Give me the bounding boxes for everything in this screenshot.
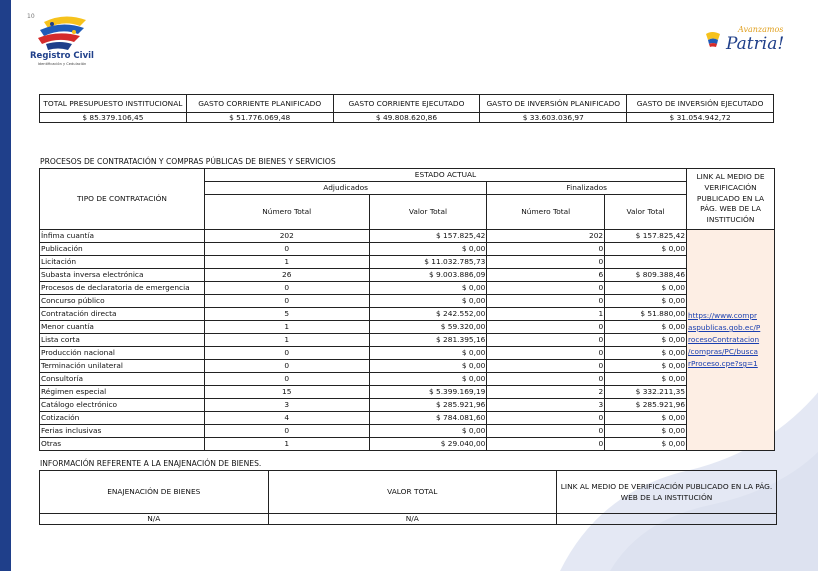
state-header: ESTADO ACTUAL: [204, 169, 686, 182]
contract-type-cell: Subasta inversa electrónica: [40, 269, 205, 282]
enajenacion-table: [39, 470, 777, 525]
table-row: [40, 321, 775, 334]
contract-type-cell: Ínfima cuantía: [40, 230, 205, 243]
enajenacion-value: N/A: [40, 514, 269, 525]
table-row: [40, 347, 775, 360]
fin-number-cell: 0: [487, 425, 605, 438]
fin-number-cell: 0: [487, 373, 605, 386]
budget-summary-table: [39, 94, 774, 123]
adj-value-cell: $ 59.320,00: [369, 321, 487, 334]
budget-value: $ 51.776.069,48: [186, 113, 333, 123]
fin-value-cell: $ 0,00: [605, 425, 687, 438]
enajenacion-header-row: [40, 471, 777, 514]
fin-value-cell: $ 0,00: [605, 360, 687, 373]
budget-value: $ 85.379.106,45: [40, 113, 187, 123]
enajenacion-section-title: INFORMACIÓN REFERENTE A LA ENAJENACIÓN DE BIENES.: [40, 459, 262, 468]
adj-value-cell: $ 281.395,16: [369, 334, 487, 347]
contract-type-cell: Menor cuantía: [40, 321, 205, 334]
fin-number-cell: 0: [487, 243, 605, 256]
budget-value-row: [40, 113, 774, 123]
budget-value: $ 49.808.620,86: [333, 113, 480, 123]
table-row: [40, 308, 775, 321]
adj-number-cell: 26: [204, 269, 369, 282]
adj-number-header: Número Total: [204, 195, 369, 230]
adj-value-cell: $ 29.040,00: [369, 438, 487, 451]
fin-number-cell: 6: [487, 269, 605, 282]
adj-number-cell: 0: [204, 347, 369, 360]
adj-value-cell: $ 0,00: [369, 373, 487, 386]
adj-number-cell: 3: [204, 399, 369, 412]
budget-header: GASTO DE INVERSIÓN EJECUTADO: [627, 95, 774, 113]
table-row: [40, 438, 775, 451]
budget-header: TOTAL PRESUPUESTO INSTITUCIONAL: [40, 95, 187, 113]
fin-number-cell: 0: [487, 438, 605, 451]
adj-value-header: Valor Total: [369, 195, 487, 230]
fin-number-cell: 0: [487, 321, 605, 334]
contract-type-cell: Terminación unilateral: [40, 360, 205, 373]
valor-total-header: VALOR TOTAL: [268, 471, 557, 514]
budget-header-row: [40, 95, 774, 113]
budget-header: GASTO CORRIENTE PLANIFICADO: [186, 95, 333, 113]
table-row: [40, 360, 775, 373]
fin-value-cell: $ 0,00: [605, 373, 687, 386]
link-line[interactable]: https://www.compr: [688, 311, 757, 320]
fin-value-cell: $ 157.825,42: [605, 230, 687, 243]
adj-value-cell: $ 0,00: [369, 347, 487, 360]
link-line[interactable]: rocesoContratacion: [688, 335, 760, 344]
adj-value-cell: $ 242.552,00: [369, 308, 487, 321]
fin-number-cell: 0: [487, 295, 605, 308]
link-line[interactable]: rProceso.cpe?sg=1: [688, 359, 758, 368]
verification-link-cell: [687, 230, 775, 451]
enajenacion-value-row: [40, 514, 777, 525]
adj-number-cell: 0: [204, 295, 369, 308]
fin-number-cell: 202: [487, 230, 605, 243]
adj-number-cell: 4: [204, 412, 369, 425]
adj-value-cell: $ 157.825,42: [369, 230, 487, 243]
fin-number-cell: 0: [487, 282, 605, 295]
procurement-header-row: [40, 169, 775, 182]
table-row: [40, 412, 775, 425]
table-row: [40, 295, 775, 308]
contract-type-cell: Régimen especial: [40, 386, 205, 399]
table-row: [40, 269, 775, 282]
adj-number-cell: 1: [204, 256, 369, 269]
adj-number-cell: 0: [204, 373, 369, 386]
registro-civil-subtitle: Identificación y Cedulación: [37, 62, 87, 66]
avanzamos-text: Avanzamos: [738, 25, 784, 34]
adj-number-cell: 0: [204, 282, 369, 295]
fin-number-cell: 3: [487, 399, 605, 412]
fin-value-cell: [605, 256, 687, 269]
procurement-table: [39, 168, 775, 451]
procurement-section-title: PROCESOS DE CONTRATACIÓN Y COMPRAS PÚBLICAS DE BIENES Y SERVICIOS: [40, 157, 336, 166]
fin-value-cell: $ 0,00: [605, 321, 687, 334]
adj-value-cell: $ 9.003.886,09: [369, 269, 487, 282]
fin-number-cell: 0: [487, 334, 605, 347]
contract-type-cell: Otras: [40, 438, 205, 451]
avanzamos-patria-logo: [704, 18, 784, 62]
verification-link[interactable]: [688, 310, 774, 370]
adj-number-cell: 0: [204, 243, 369, 256]
link-line[interactable]: /compras/PC/busca: [688, 347, 758, 356]
contract-type-cell: Ferias inclusivas: [40, 425, 205, 438]
adj-value-cell: $ 11.032.785,73: [369, 256, 487, 269]
fin-value-cell: $ 0,00: [605, 347, 687, 360]
adj-value-cell: $ 0,00: [369, 360, 487, 373]
adj-number-cell: 1: [204, 438, 369, 451]
left-accent-bar: [0, 0, 11, 571]
fin-value-cell: $ 0,00: [605, 334, 687, 347]
fin-number-cell: 0: [487, 360, 605, 373]
procurement-rows: [40, 230, 775, 451]
fin-value-cell: $ 51.880,00: [605, 308, 687, 321]
page-number: 10: [27, 13, 35, 20]
fin-value-cell: $ 332.211,35: [605, 386, 687, 399]
budget-value: $ 31.054.942,72: [627, 113, 774, 123]
link-line[interactable]: aspublicas.gob.ec/P: [688, 323, 761, 332]
adjudicados-header: Adjudicados: [204, 182, 486, 195]
adj-value-cell: $ 0,00: [369, 295, 487, 308]
fin-number-cell: 1: [487, 308, 605, 321]
adj-number-cell: 202: [204, 230, 369, 243]
adj-number-cell: 1: [204, 321, 369, 334]
link-header: LINK AL MEDIO DE VERIFICACIÓN PUBLICADO EN LA PÁG. WEB DE LA INSTITUCIÓN: [687, 169, 775, 230]
fin-value-header: Valor Total: [605, 195, 687, 230]
registro-civil-wordmark: Registro Civil: [30, 51, 94, 61]
finalizados-header: Finalizados: [487, 182, 687, 195]
fin-value-cell: $ 809.388,46: [605, 269, 687, 282]
contract-type-cell: Contratación directa: [40, 308, 205, 321]
adj-value-cell: $ 0,00: [369, 425, 487, 438]
adj-value-cell: $ 784.081,60: [369, 412, 487, 425]
contract-type-cell: Concurso público: [40, 295, 205, 308]
budget-header: GASTO DE INVERSIÓN PLANIFICADO: [480, 95, 627, 113]
adj-value-cell: $ 5.399.169,19: [369, 386, 487, 399]
adj-value-cell: $ 285.921,96: [369, 399, 487, 412]
budget-value: $ 33.603.036,97: [480, 113, 627, 123]
adj-number-cell: 15: [204, 386, 369, 399]
fin-value-cell: $ 0,00: [605, 438, 687, 451]
fin-value-cell: $ 0,00: [605, 295, 687, 308]
fin-number-cell: 0: [487, 347, 605, 360]
table-row: [40, 399, 775, 412]
table-row: [40, 256, 775, 269]
adj-value-cell: $ 0,00: [369, 282, 487, 295]
adj-number-cell: 5: [204, 308, 369, 321]
adj-number-cell: 0: [204, 360, 369, 373]
contract-type-cell: Publicación: [40, 243, 205, 256]
table-row: [40, 243, 775, 256]
registro-civil-logo: [28, 10, 96, 74]
table-row: [40, 373, 775, 386]
contract-type-cell: Cotización: [40, 412, 205, 425]
enajenacion-link-value: [557, 514, 777, 525]
fin-value-cell: $ 0,00: [605, 282, 687, 295]
table-row: [40, 334, 775, 347]
fin-value-cell: $ 285.921,96: [605, 399, 687, 412]
table-row: [40, 425, 775, 438]
type-header: TIPO DE CONTRATACIÓN: [40, 169, 205, 230]
enajenacion-link-header: LINK AL MEDIO DE VERIFICACIÓN PUBLICADO EN LA PÁG. WEB DE LA INSTITUCIÓN: [557, 471, 777, 514]
budget-header: GASTO CORRIENTE EJECUTADO: [333, 95, 480, 113]
valor-total-value: N/A: [268, 514, 557, 525]
contract-type-cell: Catálogo electrónico: [40, 399, 205, 412]
fin-number-cell: 2: [487, 386, 605, 399]
contract-type-cell: Producción nacional: [40, 347, 205, 360]
contract-type-cell: Lista corta: [40, 334, 205, 347]
fin-number-cell: 0: [487, 412, 605, 425]
enajenacion-header: ENAJENACIÓN DE BIENES: [40, 471, 269, 514]
table-row: [40, 386, 775, 399]
contract-type-cell: Licitación: [40, 256, 205, 269]
fin-number-header: Número Total: [487, 195, 605, 230]
contract-type-cell: Consultoría: [40, 373, 205, 386]
contract-type-cell: Procesos de declaratoria de emergencia: [40, 282, 205, 295]
fin-value-cell: $ 0,00: [605, 243, 687, 256]
fin-value-cell: $ 0,00: [605, 412, 687, 425]
fin-number-cell: 0: [487, 256, 605, 269]
patria-text: Patria!: [726, 34, 784, 54]
adj-number-cell: 1: [204, 334, 369, 347]
table-row: [40, 282, 775, 295]
table-row: [40, 230, 775, 243]
adj-number-cell: 0: [204, 425, 369, 438]
adj-value-cell: $ 0,00: [369, 243, 487, 256]
